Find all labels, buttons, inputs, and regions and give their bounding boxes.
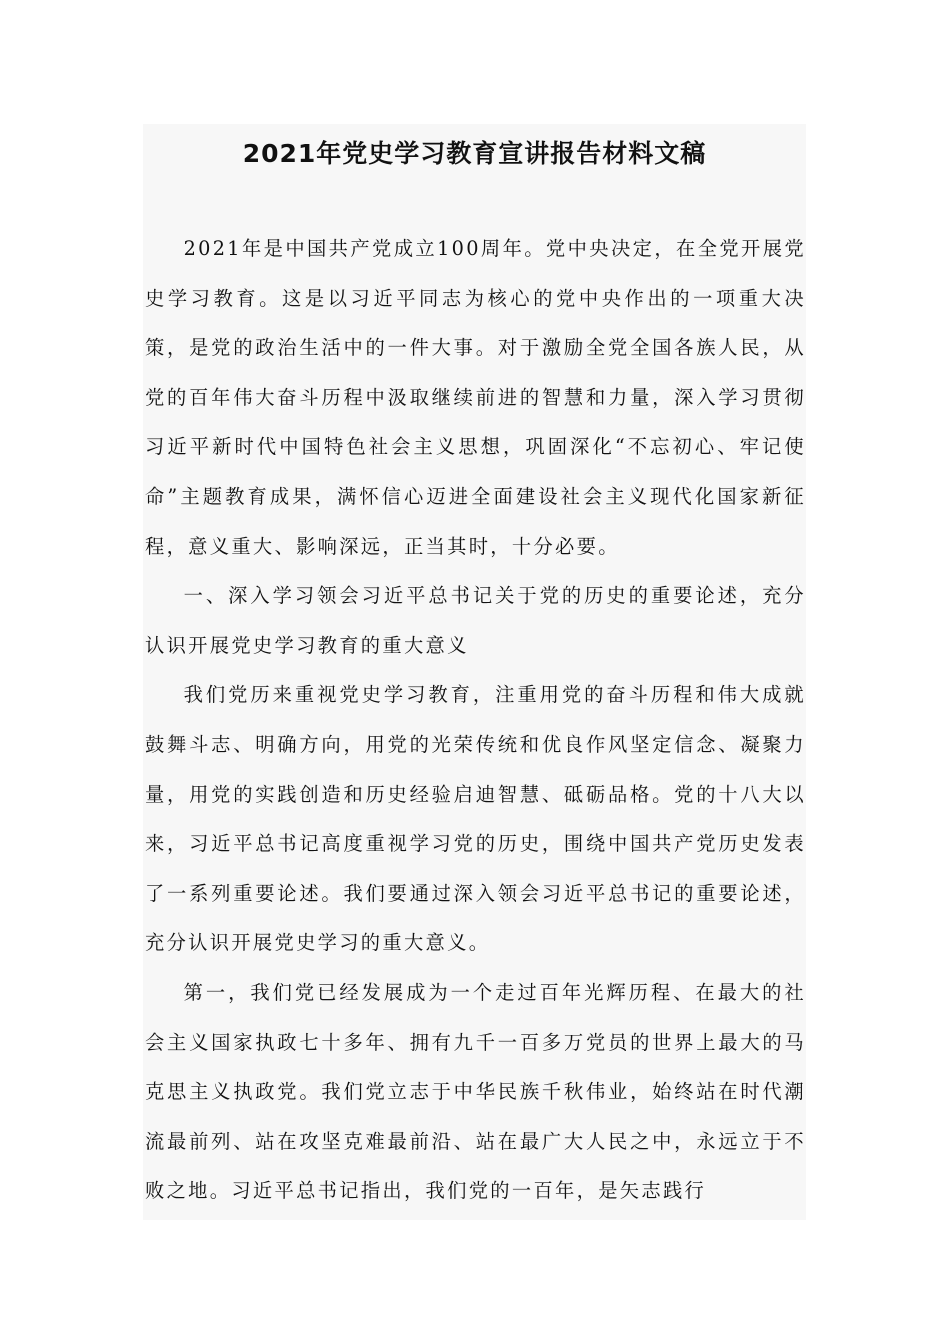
paragraph-history-importance: 我们党历来重视党史学习教育，注重用党的奋斗历程和伟大成就鼓舞斗志、明确方向，用党的光荣传统和优良作风坚定信念、凝聚力量，用党的实践创造和历史经验启迪智慧、砥砺品格。党的十八大以来，习近平总书记高度重视学习党的历史，围绕中国共产党历史发表了一系列重要论述。我们要通过深入领会习近平总书记的重要论述，充分认识开展党史学习的重大意义。	[145, 683, 806, 955]
paragraph-intro: 2021年是中国共产党成立100周年。党中央决定，在全党开展党史学习教育。这是以习近平同志为核心的党中央作出的一项重大决策，是党的政治生活中的一件大事。对于激励全党全国各族人民，从党的百年伟大奋斗历程中汲取继续前进的智慧和力量，深入学习贯彻习近平新时代中国特色社会主义思想，巩固深化“不忘初心、牢记使命”主题教育成果，满怀信心迈进全面建设社会主义现代化国家新征程，意义重大、影响深远，正当其时，十分必要。	[145, 237, 806, 558]
document-page	[143, 124, 806, 1220]
paragraph-first-point: 第一，我们党已经发展成为一个走过百年光辉历程、在最大的社会主义国家执政七十多年、拥有九千一百多万党员的世界上最大的马克思主义执政党。我们党立志于中华民族千秋伟业，始终站在时代潮流最前列、站在攻坚克难最前沿、站在最广大人民之中，永远立于不败之地。习近平总书记指出，我们党的一百年，是矢志践行	[145, 980, 806, 1203]
document-body	[145, 224, 806, 1216]
document-title: 2021年党史学习教育宣讲报告材料文稿	[242, 139, 707, 168]
paragraph-section-heading: 一、深入学习领会习近平总书记关于党的历史的重要论述，充分认识开展党史学习教育的重大意义	[145, 584, 806, 657]
